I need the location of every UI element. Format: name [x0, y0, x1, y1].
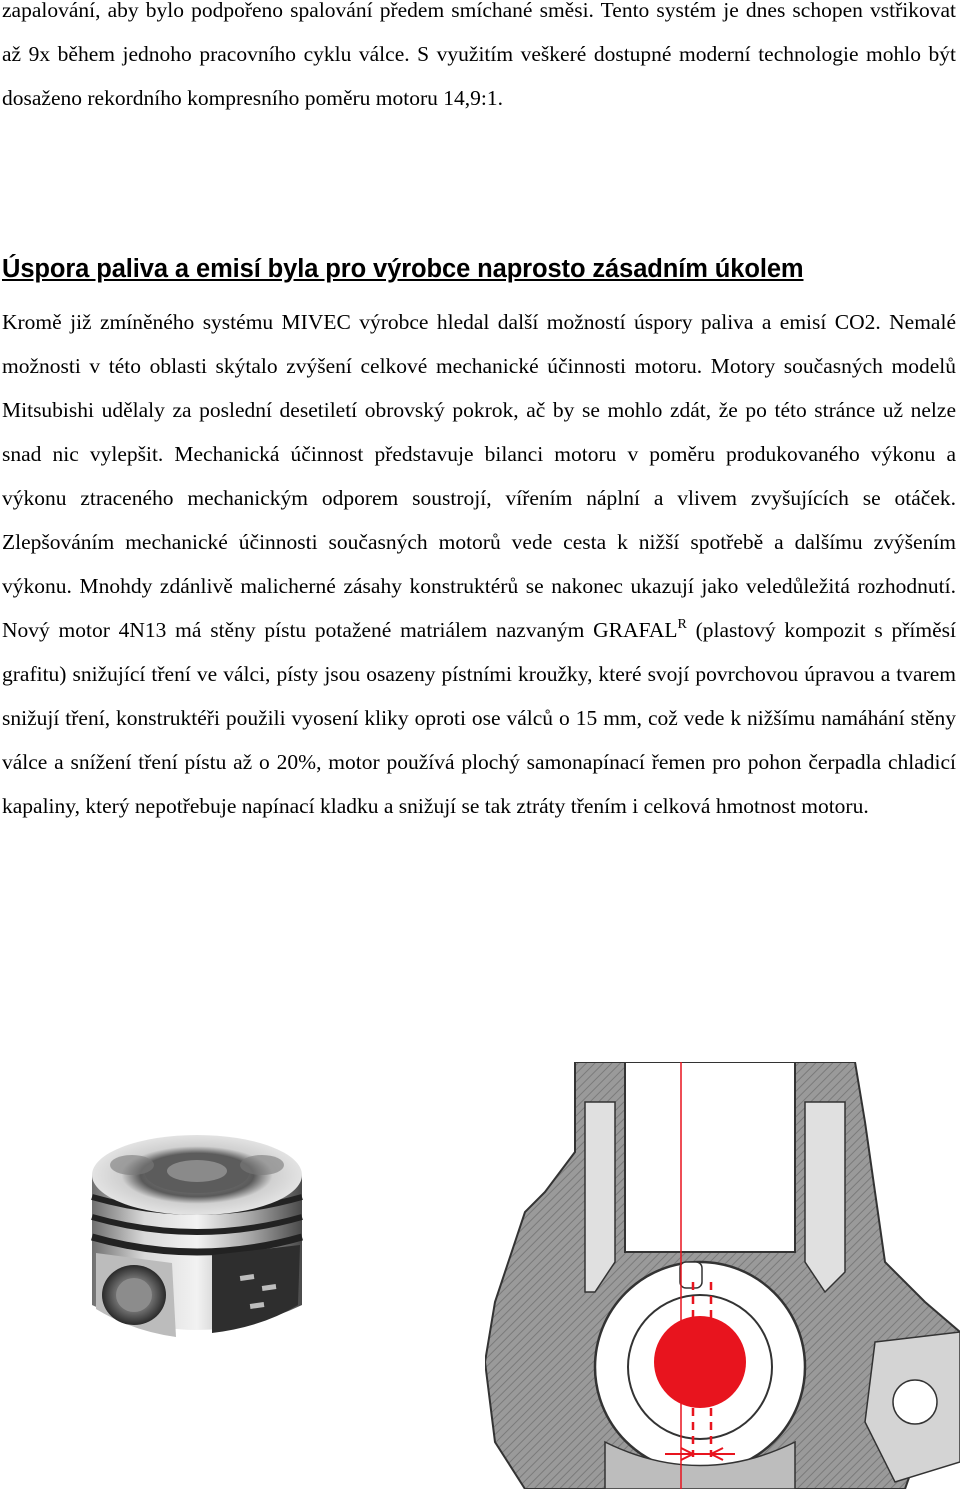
body-text-8: , motor používá plochý samonapínací řemen pro pohon čerpadla chladicí kapaliny, který nepotřebuje napínací kladku a snižují se tak ztráty třením i celková hmotnost motoru.	[2, 750, 957, 818]
section-heading: Úspora paliva a emisí byla pro výrobce naprosto zásadním úkolem	[2, 255, 804, 283]
engine-block-cross-section-image	[485, 1062, 960, 1489]
body-text-6: Nový motor 4N13 má stěny pístu potažené matriálem nazvaným GRAFAL	[2, 618, 678, 642]
body-text-2: Nemalé možnosti v této oblasti skýtalo zvýšení celkové mechanické účinnosti motoru. Motory současných modelů Mitsubishi udělaly za poslední desetiletí obrovský pokrok, ač by se mohlo zdát, že po této stránce už nelze snad nic vylepšit.	[2, 310, 956, 466]
body-text-1: Kromě již zmíněného systému MIVEC výrobce hledal další možností úspory paliva a emisí CO2.	[2, 310, 881, 334]
body-text-4: Zlepšováním mechanické účinnosti současných motorů vede cesta k nižší spotřebě a dalšímu zvýšením výkonu.	[2, 530, 956, 598]
intro-text-2: S využitím veškeré dostupné moderní technologie mohlo být dosaženo rekordního kompresního poměru motoru 14,9:1.	[2, 42, 956, 110]
intro-paragraph	[2, 0, 956, 120]
body-paragraph	[2, 300, 956, 828]
body-text-5: Mnohdy zdánlivě malicherné zásahy konstruktérů se nakonec ukazují jako veledůležitá rozhodnutí.	[71, 574, 956, 598]
registered-superscript: R	[677, 617, 687, 632]
intro-text-1: zapalování, aby bylo podpořeno spalování předem smíchané směsi. Tento systém je dnes schopen vstřikovat až 9x během jednoho pracovního cyklu válce.	[2, 0, 956, 66]
body-text-3: Mechanická účinnost představuje bilanci motoru v poměru produkovaného výkonu a výkonu ztraceného mechanickým odporem soustrojí, vířením náplní a vlivem zvyšujících se otáček.	[2, 442, 956, 510]
piston-image	[72, 1105, 322, 1365]
body-text-7: (plastový kompozit s příměsí grafitu) snižující tření ve válci, písty jsou osazeny pístními kroužky, které svojí povrchovou úpravou a tvarem snižují tření, konstruktéři použili vyosení kliky oproti ose válců o 15 mm, což vede k nižšímu namáhání stěny válce a snížení tření pístu až o	[2, 618, 956, 774]
body-percent: 20%	[269, 750, 317, 774]
